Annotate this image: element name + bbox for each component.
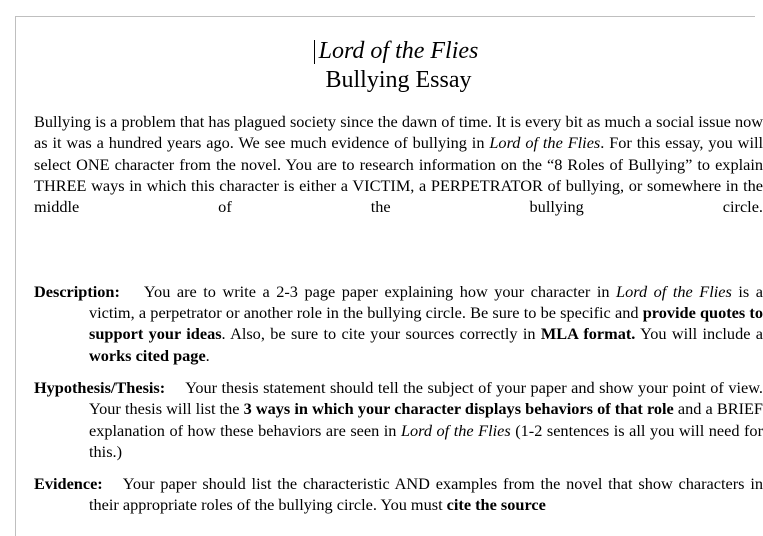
text-cursor bbox=[314, 40, 315, 64]
document-subtitle: Bullying Essay bbox=[325, 67, 472, 93]
description-section bbox=[34, 281, 763, 366]
description-text-3: . Also, be sure to cite your sources correctly in bbox=[221, 324, 541, 344]
thesis-section bbox=[34, 377, 763, 462]
thesis-label: Hypothesis/Thesis: bbox=[34, 377, 166, 397]
intro-text-1: Bullying is a problem that has plagued society since the dawn of time. It is every bit as much a social issue now as it was a hundred years ago. We see much evidence of bullying in bbox=[34, 112, 763, 153]
description-book-title: Lord of the Flies bbox=[616, 281, 732, 301]
description-text-5: . bbox=[205, 345, 210, 365]
evidence-text-1: Your paper should list the characteristic AND examples from the novel that show characters in their appropriate roles of the bullying circle. You must bbox=[89, 474, 763, 515]
thesis-text-1: Your thesis statement should tell the subject of your paper and show your point of view. Your thesis will list the bbox=[89, 377, 763, 419]
evidence-bold-1: cite the source bbox=[446, 495, 546, 515]
intro-book-title: Lord of the Flies bbox=[489, 133, 601, 153]
evidence-section bbox=[34, 473, 763, 516]
document-title bbox=[34, 37, 763, 65]
description-label: Description: bbox=[34, 281, 120, 301]
intro-paragraph bbox=[34, 111, 763, 239]
thesis-bold-1: 3 ways in which your character displays behaviors of that role bbox=[243, 399, 674, 419]
description-bold-1: provide quotes to support your ideas bbox=[89, 303, 763, 344]
document-body[interactable] bbox=[34, 17, 763, 516]
document-page bbox=[15, 16, 763, 536]
description-text-2: is a victim, a perpetrator or another role in the bullying circle. Be sure to be specific and bbox=[89, 281, 763, 323]
thesis-text-2: and a BRIEF explanation of how these behaviors are seen in bbox=[89, 399, 763, 440]
description-bold-3: works cited page bbox=[89, 345, 206, 365]
description-text-4: You will include a bbox=[635, 324, 763, 344]
intro-text-2: . For this essay, you will select ONE character from the novel. You are to research information on the “8 Roles of Bullying” to explain THREE ways in which this character is either a VICTIM, a PERPETRATOR of bullying, or somewhere in the middle of the bullying circle. bbox=[34, 133, 763, 217]
title-line-1: Lord of the Flies bbox=[318, 38, 479, 64]
evidence-label: Evidence: bbox=[34, 474, 103, 494]
thesis-text-3: (1-2 sentences is all you will need for this.) bbox=[89, 420, 763, 461]
thesis-book-title: Lord of the Flies bbox=[400, 420, 511, 440]
description-text-1: You are to write a 2-3 page paper explaining how your character in bbox=[143, 281, 617, 301]
description-bold-2: MLA format. bbox=[540, 324, 636, 344]
